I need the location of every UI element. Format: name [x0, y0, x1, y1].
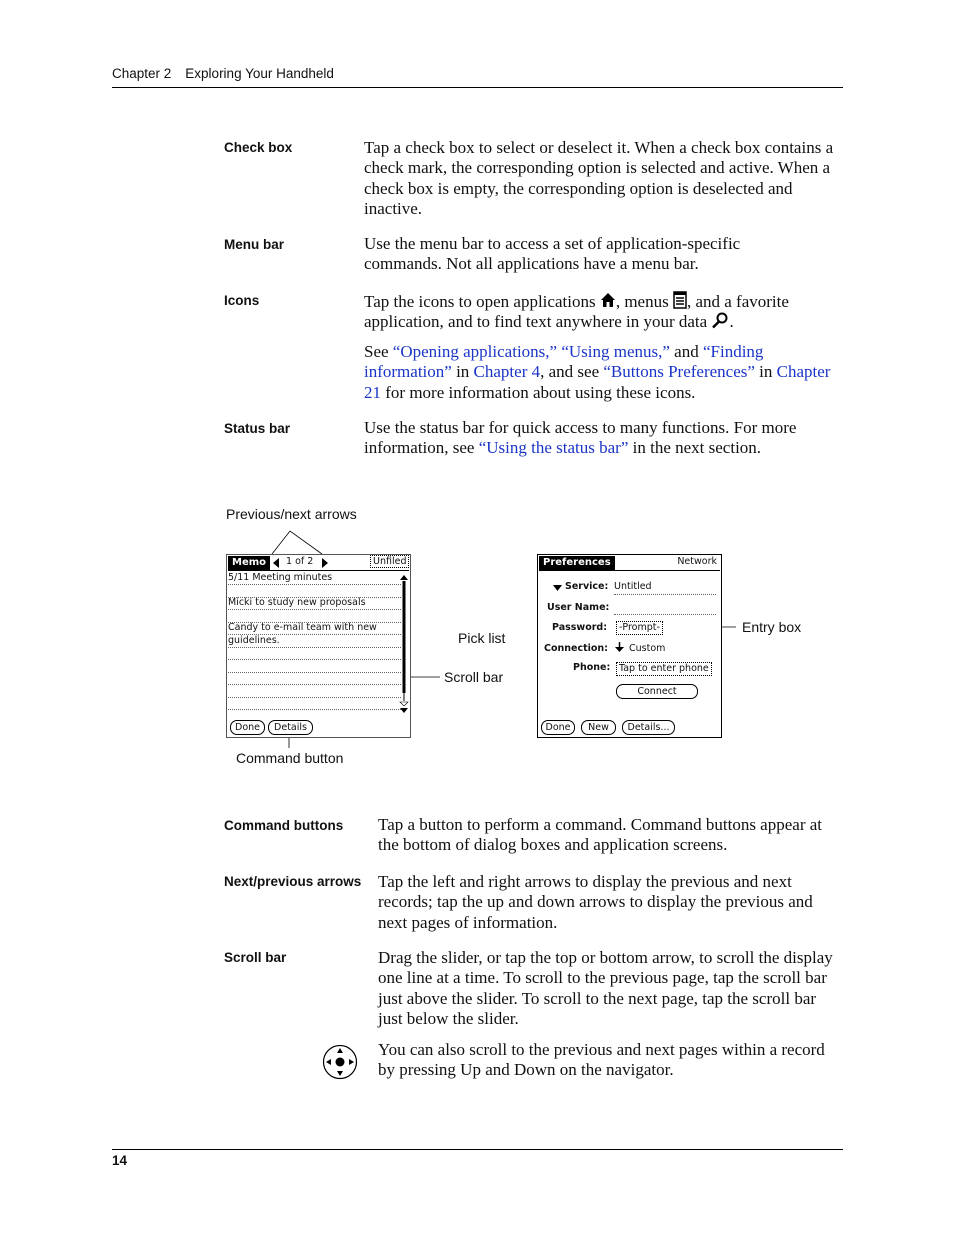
- memo-rule: [228, 659, 401, 660]
- term-status-bar: Status bar: [224, 421, 291, 436]
- service-value[interactable]: Untitled: [614, 581, 652, 592]
- status-text-2: in the next section.: [628, 438, 762, 458]
- prefs-title-tab: Preferences: [539, 556, 615, 570]
- memo-rule: [228, 597, 401, 598]
- user-name-field[interactable]: [614, 614, 716, 615]
- memo-line[interactable]: Micki to study new proposals: [228, 597, 366, 608]
- memo-rule: [228, 634, 401, 635]
- caption-scroll-bar: Scroll bar: [444, 669, 504, 685]
- password-entry-box[interactable]: -Prompt-: [616, 621, 663, 635]
- icons-text-4: .: [729, 312, 734, 332]
- see-sep-5: in: [754, 362, 777, 382]
- see-sep-3: in: [451, 362, 474, 382]
- memo-line[interactable]: 5/11 Meeting minutes: [228, 572, 333, 583]
- memo-title-rule: [228, 570, 409, 571]
- memo-rule: [228, 672, 401, 673]
- desc-menu-bar: Use the menu bar to access a set of application-specific commands. Not all applications have a menu bar.: [364, 234, 741, 274]
- prefs-done-button[interactable]: Done: [541, 720, 575, 735]
- memo-rule: [228, 584, 401, 585]
- memo-details-button[interactable]: Details: [268, 720, 313, 735]
- desc-check-box: Tap a check box to select or deselect it. When a check box contains a check mark, the corresponding option is selected and active. When a check box is empty, the corresponding option is deselected and inactive.: [364, 138, 834, 218]
- memo-rule: [228, 622, 401, 623]
- link-finding-information[interactable]: “Finding information”: [364, 342, 764, 382]
- desc-scroll-bar: Drag the slider, or tap the top or bottom arrow, to scroll the display one line at a time. To scroll to the previous page, tap the scroll bar just above the slider. To scroll to the next page, tap the scroll bar just below the slider.: [378, 948, 833, 1028]
- page-number: 14: [112, 1153, 128, 1168]
- link-chapter-4[interactable]: Chapter 4: [473, 362, 541, 382]
- memo-scroll-bar[interactable]: [399, 575, 409, 713]
- navigator-note: You can also scroll to the previous and next pages within a record by pressing Up and Down on the navigator.: [378, 1040, 825, 1080]
- term-check-box: Check box: [224, 140, 293, 155]
- memo-line[interactable]: Candy to e-mail team with new: [228, 622, 377, 633]
- term-icons: Icons: [224, 293, 260, 308]
- connection-pick-list-arrow-icon[interactable]: [615, 642, 624, 653]
- header-title: Exploring Your Handheld: [185, 66, 334, 81]
- term-next-previous-arrows: Next/previous arrows: [224, 874, 362, 889]
- icons-text-1: Tap the icons to open applications: [364, 292, 600, 311]
- connection-pick-list[interactable]: Custom: [629, 643, 666, 654]
- memo-rule: [228, 697, 401, 698]
- phone-label: Phone:: [573, 662, 611, 673]
- prefs-panel-picker[interactable]: Network: [677, 556, 717, 567]
- term-command-buttons: Command buttons: [224, 818, 344, 833]
- see-text: See: [364, 342, 393, 361]
- term-scroll-bar: Scroll bar: [224, 950, 287, 965]
- prefs-title-rule: [539, 570, 720, 571]
- service-rule: [614, 594, 716, 595]
- caption-previous-next-arrows: Previous/next arrows: [226, 506, 357, 522]
- memo-rule: [228, 709, 401, 710]
- memo-done-button[interactable]: Done: [230, 720, 265, 735]
- memo-line[interactable]: guidelines.: [228, 635, 280, 646]
- link-buttons-preferences[interactable]: “Buttons Preferences”: [603, 362, 755, 382]
- connect-button[interactable]: Connect: [616, 684, 698, 699]
- status-text-1: Use the status bar for quick access to many functions. For more information, see: [364, 418, 797, 458]
- link-chapter-21[interactable]: Chapter 21: [364, 362, 831, 402]
- link-opening-applications[interactable]: “Opening applications,”: [392, 342, 558, 361]
- prefs-new-button[interactable]: New: [581, 720, 616, 735]
- service-dropdown-arrow-icon[interactable]: [553, 585, 562, 592]
- memo-screen: [226, 554, 411, 738]
- connection-label: Connection:: [544, 643, 608, 654]
- memo-rule: [228, 684, 401, 685]
- memo-rule: [228, 647, 401, 648]
- memo-rule: [228, 609, 401, 610]
- next-arrow-icon[interactable]: [320, 557, 330, 569]
- memo-page-indicator: 1 of 2: [286, 556, 314, 567]
- phone-entry-box[interactable]: Tap to enter phone: [616, 662, 712, 676]
- user-name-label: User Name:: [547, 602, 610, 613]
- memo-title-tab: Memo: [228, 556, 270, 570]
- link-using-status-bar[interactable]: “Using the status bar”: [478, 438, 629, 458]
- desc-command-buttons: Tap a button to perform a command. Command buttons appear at the bottom of dialog boxes and application screens.: [378, 815, 823, 855]
- caption-command-button: Command button: [236, 750, 344, 766]
- desc-next-previous-arrows: Tap the left and right arrows to display the previous and next records; tap the up and down arrows to display the previous and next pages of information.: [378, 872, 813, 932]
- prefs-details-button[interactable]: Details...: [622, 720, 675, 735]
- caption-entry-box: Entry box: [742, 619, 802, 635]
- icons-text-2: , menus: [615, 292, 673, 311]
- link-using-menus[interactable]: “Using menus,”: [561, 342, 670, 361]
- preferences-screen: [537, 554, 722, 738]
- see-sep-4: , and see: [540, 362, 604, 382]
- password-label: Password:: [552, 622, 608, 633]
- footer-rule: [112, 1149, 843, 1150]
- service-label: Service:: [565, 581, 609, 592]
- header-chapter: Chapter 2: [112, 66, 172, 81]
- navigator-icon: [322, 1044, 358, 1080]
- see-sep-2: and: [669, 342, 703, 361]
- memo-category-picker[interactable]: Unfiled: [370, 555, 409, 568]
- caption-pick-list: Pick list: [458, 630, 506, 646]
- icons-text-3: , and a favorite application, and to find text anywhere in your data: [364, 292, 789, 332]
- previous-arrow-icon[interactable]: [271, 557, 281, 569]
- term-menu-bar: Menu bar: [224, 237, 285, 252]
- see-sep-6: for more information about using these icons.: [381, 382, 696, 402]
